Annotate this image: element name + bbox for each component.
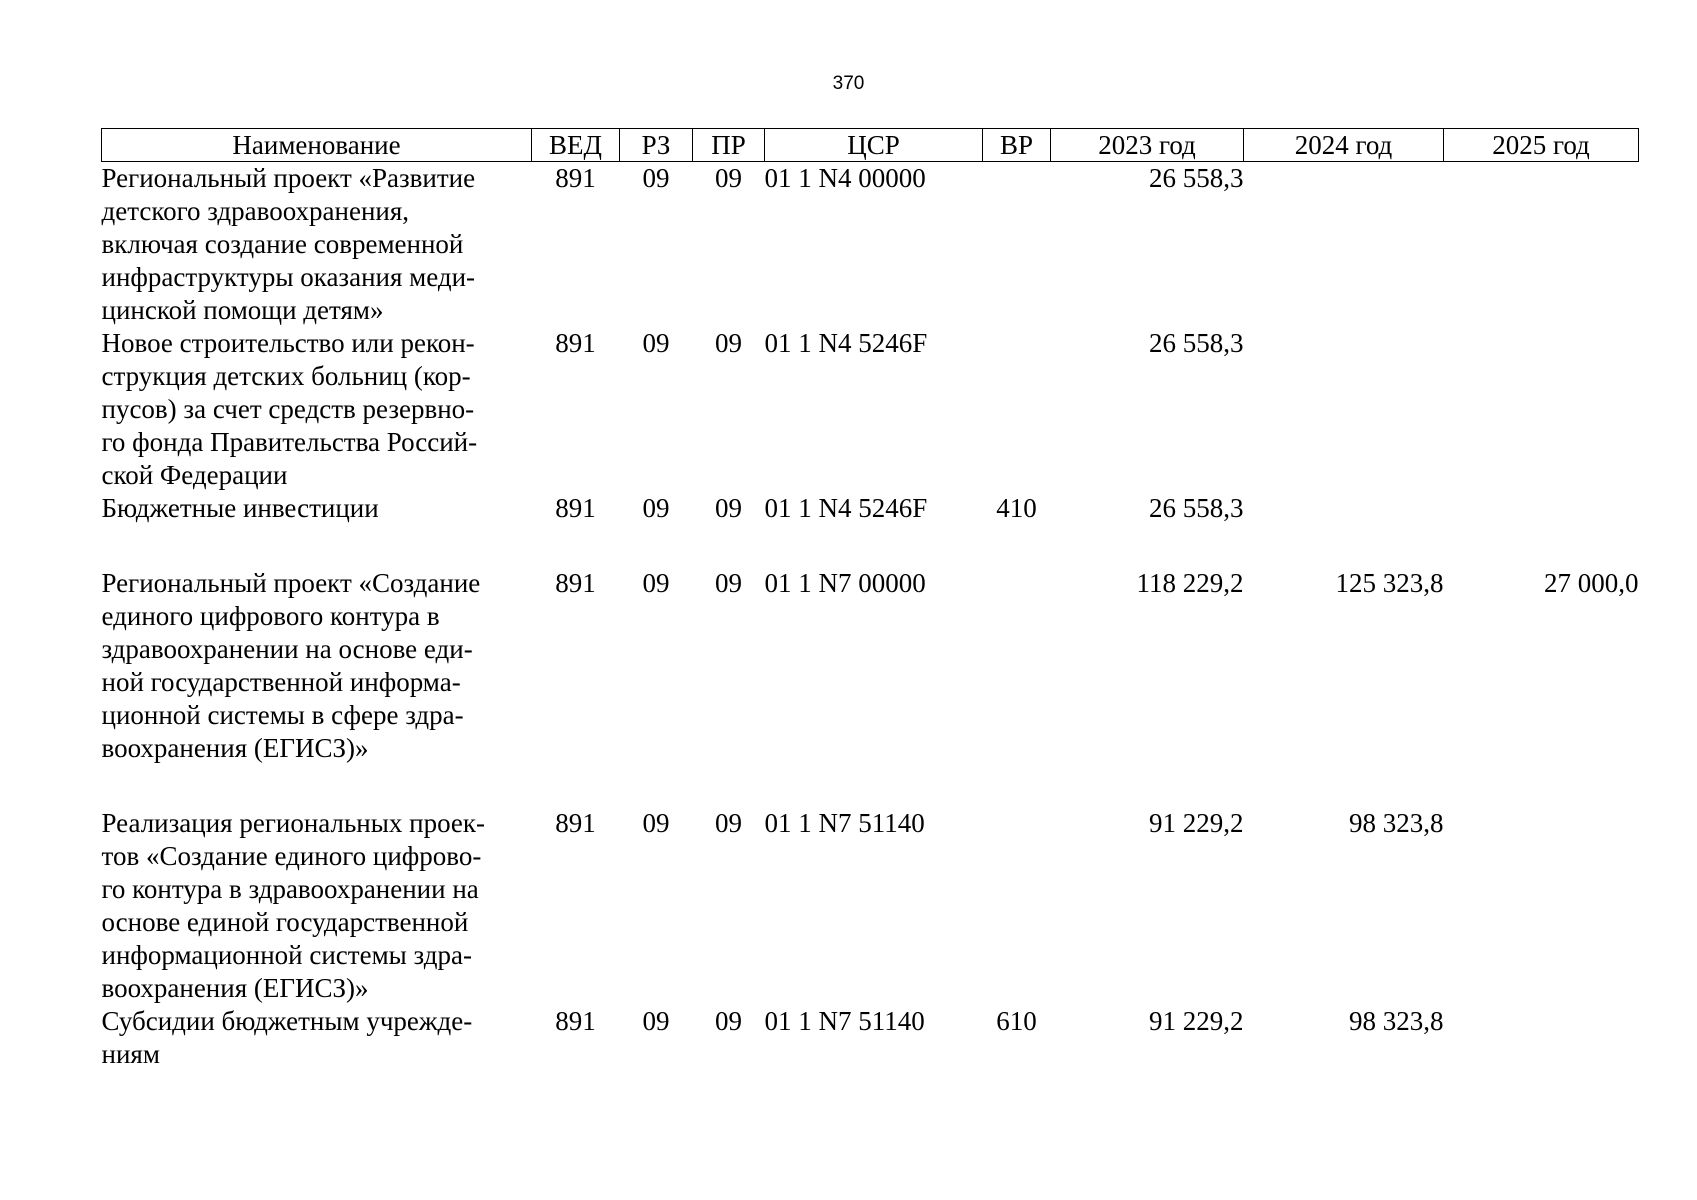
row-name-line: струкция детских больниц (кор- [101, 361, 471, 391]
row-csr: 01 1 N4 5246F [764, 328, 928, 358]
row-spacer [102, 765, 1639, 807]
table-row [102, 567, 1639, 765]
row-2025 [1444, 162, 1639, 328]
table-header-row [102, 129, 1639, 162]
row-2025 [1444, 327, 1639, 492]
row-rz: 09 [642, 163, 670, 193]
row-name-line: Реализация региональных проек- [101, 808, 486, 838]
row-ved: 891 [555, 493, 596, 523]
row-2024: 125 323,8 [1335, 568, 1444, 598]
row-name-line: Региональный проект «Развитие [101, 163, 476, 193]
row-ved: 891 [555, 163, 596, 193]
row-vr [983, 162, 1051, 328]
row-rz: 09 [642, 568, 670, 598]
row-2023: 26 558,3 [1149, 163, 1244, 193]
row-2023: 91 229,2 [1149, 1006, 1244, 1036]
row-name-line: ской Федерации [101, 460, 288, 490]
row-name-line: детского здравоохранения, [101, 196, 410, 226]
row-pr: 09 [715, 163, 742, 193]
row-name-line: воохранения (ЕГИСЗ)» [101, 973, 369, 1003]
row-name-line: Новое строительство или рекон- [101, 328, 475, 358]
row-vr [983, 327, 1051, 492]
header-ved: ВЕД [532, 129, 620, 162]
row-name-line: тов «Создание единого цифрово- [101, 841, 482, 871]
row-2023: 91 229,2 [1149, 808, 1244, 838]
row-name [102, 492, 532, 525]
row-pr: 09 [715, 1006, 742, 1036]
row-name-line: пусов) за счет средств резервно- [101, 394, 475, 424]
header-rz: РЗ [620, 129, 693, 162]
row-2024 [1244, 492, 1444, 525]
header-pr: ПР [693, 129, 765, 162]
row-rz: 09 [642, 493, 670, 523]
row-2025 [1444, 1005, 1639, 1071]
row-name-line: го фонда Правительства Россий- [101, 427, 478, 457]
row-pr: 09 [715, 568, 742, 598]
table-row [102, 162, 1639, 328]
row-csr: 01 1 N4 00000 [764, 163, 926, 193]
row-2025 [1444, 492, 1639, 525]
row-name-line: Субсидии бюджетным учрежде- [101, 1006, 473, 1036]
row-ved: 891 [555, 1006, 596, 1036]
budget-table [101, 128, 1639, 1071]
row-vr [983, 807, 1051, 1005]
row-rz: 09 [642, 328, 670, 358]
row-name [102, 162, 532, 328]
row-name [102, 807, 532, 1005]
row-name [102, 1005, 532, 1071]
row-name-line: Бюджетные инвестиции [101, 493, 379, 523]
row-vr: 410 [996, 493, 1037, 523]
row-name-line: воохранения (ЕГИСЗ)» [101, 733, 369, 763]
row-2024 [1244, 162, 1444, 328]
row-pr: 09 [715, 808, 742, 838]
table-row [102, 327, 1639, 492]
row-spacer [102, 525, 1639, 567]
row-rz: 09 [642, 1006, 670, 1036]
row-name-line: включая создание современной [101, 229, 464, 259]
row-vr: 610 [996, 1006, 1037, 1036]
row-2025 [1444, 807, 1639, 1005]
row-ved: 891 [555, 808, 596, 838]
row-name [102, 327, 532, 492]
header-2023: 2023 год [1051, 129, 1244, 162]
row-csr: 01 1 N7 51140 [764, 808, 925, 838]
row-name-line: ниям [101, 1039, 160, 1069]
row-name-line: инфраструктуры оказания меди- [101, 262, 476, 292]
table-row [102, 807, 1639, 1005]
header-2025: 2025 год [1444, 129, 1639, 162]
row-2024: 98 323,8 [1349, 1006, 1444, 1036]
header-2024: 2024 год [1244, 129, 1444, 162]
row-2023: 26 558,3 [1149, 328, 1244, 358]
row-name [102, 567, 532, 765]
row-name-line: цинской помощи детям» [101, 295, 384, 325]
row-pr: 09 [715, 328, 742, 358]
header-name: Наименование [102, 129, 532, 162]
row-csr: 01 1 N7 51140 [764, 1006, 925, 1036]
row-2024: 98 323,8 [1349, 808, 1444, 838]
row-2023: 26 558,3 [1149, 493, 1244, 523]
header-vr: ВР [983, 129, 1051, 162]
row-name-line: единого цифрового контура в [101, 601, 440, 631]
table-row [102, 492, 1639, 525]
row-name-line: ционной системы в сфере здра- [101, 700, 464, 730]
header-csr: ЦСР [765, 129, 983, 162]
row-name-line: основе единой государственной [101, 907, 469, 937]
row-2025: 27 000,0 [1544, 568, 1639, 598]
row-2024 [1244, 327, 1444, 492]
row-csr: 01 1 N7 00000 [764, 568, 926, 598]
row-name-line: информационной системы здра- [101, 940, 472, 970]
row-vr [983, 567, 1051, 765]
row-ved: 891 [555, 568, 596, 598]
row-pr: 09 [715, 493, 742, 523]
row-ved: 891 [555, 328, 596, 358]
page-number: 370 [832, 73, 865, 94]
table-row [102, 1005, 1639, 1071]
row-2023: 118 229,2 [1136, 568, 1244, 598]
row-name-line: Региональный проект «Создание [101, 568, 481, 598]
row-rz: 09 [642, 808, 670, 838]
row-name-line: здравоохранении на основе еди- [101, 634, 473, 664]
row-name-line: ной государственной информа- [101, 667, 461, 697]
row-name-line: го контура в здравоохранении на [101, 874, 479, 904]
row-csr: 01 1 N4 5246F [764, 493, 928, 523]
